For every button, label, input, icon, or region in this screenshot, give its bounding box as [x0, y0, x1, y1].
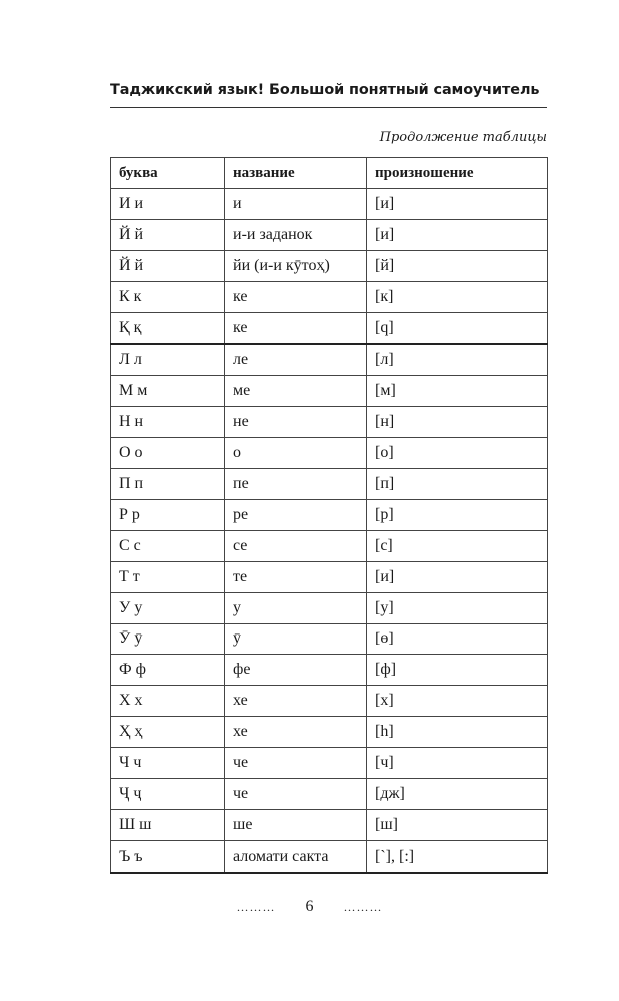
- name-cell: се: [225, 531, 367, 562]
- pronunciation-cell: [с]: [367, 531, 548, 562]
- pronunciation-cell: [о]: [367, 438, 548, 469]
- table-row: [111, 686, 548, 717]
- pronunciation-cell: [ч]: [367, 748, 548, 779]
- letter-cell: М м: [111, 376, 225, 407]
- name-cell: пе: [225, 469, 367, 500]
- table-row: [111, 624, 548, 655]
- letter-cell: Й й: [111, 251, 225, 282]
- running-header: Таджикский язык! Большой понятный самоучитель: [110, 82, 540, 98]
- letter-cell: Н н: [111, 407, 225, 438]
- letter-cell: Ф ф: [111, 655, 225, 686]
- table-row: [111, 251, 548, 282]
- name-cell: че: [225, 779, 367, 810]
- pronunciation-cell: [ө]: [367, 624, 548, 655]
- name-cell: хе: [225, 686, 367, 717]
- pronunciation-cell: [л]: [367, 344, 548, 376]
- name-cell: фе: [225, 655, 367, 686]
- name-cell: аломати сакта: [225, 841, 367, 874]
- name-cell: ке: [225, 282, 367, 313]
- pronunciation-cell: [`], [:]: [367, 841, 548, 874]
- table-row: [111, 593, 548, 624]
- column-header-pronunciation: произношение: [367, 158, 548, 189]
- pronunciation-cell: [q]: [367, 313, 548, 345]
- letter-cell: Л л: [111, 344, 225, 376]
- name-cell: те: [225, 562, 367, 593]
- pronunciation-cell: [ф]: [367, 655, 548, 686]
- letter-cell: Т т: [111, 562, 225, 593]
- letter-cell: Ч ч: [111, 748, 225, 779]
- letter-cell: Қ қ: [111, 313, 225, 345]
- letter-cell: Х х: [111, 686, 225, 717]
- column-header-letter: буква: [111, 158, 225, 189]
- pronunciation-cell: [h]: [367, 717, 548, 748]
- table-row: [111, 469, 548, 500]
- pronunciation-cell: [к]: [367, 282, 548, 313]
- name-cell: ке: [225, 313, 367, 345]
- table-row: [111, 655, 548, 686]
- letter-cell: Р р: [111, 500, 225, 531]
- table-row: [111, 376, 548, 407]
- name-cell: у: [225, 593, 367, 624]
- letter-cell: И и: [111, 189, 225, 220]
- name-cell: хе: [225, 717, 367, 748]
- page-number: 6: [305, 898, 314, 915]
- table-row: [111, 407, 548, 438]
- table-row: [111, 717, 548, 748]
- table-row: [111, 841, 548, 874]
- table-row: [111, 562, 548, 593]
- letter-cell: Ӯ ӯ: [111, 624, 225, 655]
- table-row: [111, 220, 548, 251]
- table-row: [111, 810, 548, 841]
- pronunciation-cell: [у]: [367, 593, 548, 624]
- footer-right-dots: ………: [343, 899, 383, 914]
- table-row: [111, 779, 548, 810]
- pronunciation-cell: [и]: [367, 562, 548, 593]
- table-row: [111, 748, 548, 779]
- pronunciation-cell: [п]: [367, 469, 548, 500]
- pronunciation-cell: [х]: [367, 686, 548, 717]
- table-row: [111, 344, 548, 376]
- name-cell: че: [225, 748, 367, 779]
- letter-cell: Й й: [111, 220, 225, 251]
- table-row: [111, 531, 548, 562]
- table-row: [111, 282, 548, 313]
- name-cell: и-и заданок: [225, 220, 367, 251]
- name-cell: ме: [225, 376, 367, 407]
- letter-cell: У у: [111, 593, 225, 624]
- pronunciation-cell: [и]: [367, 189, 548, 220]
- footer-left-dots: ………: [236, 899, 276, 914]
- column-header-name: название: [225, 158, 367, 189]
- table-row: [111, 500, 548, 531]
- name-cell: о: [225, 438, 367, 469]
- table-row: [111, 438, 548, 469]
- name-cell: и: [225, 189, 367, 220]
- pronunciation-cell: [й]: [367, 251, 548, 282]
- letter-cell: П п: [111, 469, 225, 500]
- pronunciation-cell: [ш]: [367, 810, 548, 841]
- page-footer: [0, 898, 619, 916]
- table-body: [111, 189, 548, 874]
- name-cell: ле: [225, 344, 367, 376]
- name-cell: ре: [225, 500, 367, 531]
- alphabet-table: [110, 157, 548, 874]
- name-cell: ше: [225, 810, 367, 841]
- header-divider: [110, 107, 547, 108]
- table-continuation-note: Продолжение таблицы: [379, 130, 547, 145]
- table-row: [111, 189, 548, 220]
- pronunciation-cell: [н]: [367, 407, 548, 438]
- name-cell: ӯ: [225, 624, 367, 655]
- pronunciation-cell: [р]: [367, 500, 548, 531]
- letter-cell: О о: [111, 438, 225, 469]
- letter-cell: К к: [111, 282, 225, 313]
- pronunciation-cell: [и]: [367, 220, 548, 251]
- letter-cell: Ъ ъ: [111, 841, 225, 874]
- pronunciation-cell: [дж]: [367, 779, 548, 810]
- letter-cell: Ш ш: [111, 810, 225, 841]
- table-row: [111, 313, 548, 345]
- pronunciation-cell: [м]: [367, 376, 548, 407]
- letter-cell: Ҷ ҷ: [111, 779, 225, 810]
- table-header-row: [111, 158, 548, 189]
- letter-cell: С с: [111, 531, 225, 562]
- name-cell: не: [225, 407, 367, 438]
- name-cell: йи (и-и кӯтоҳ): [225, 251, 367, 282]
- letter-cell: Ҳ ҳ: [111, 717, 225, 748]
